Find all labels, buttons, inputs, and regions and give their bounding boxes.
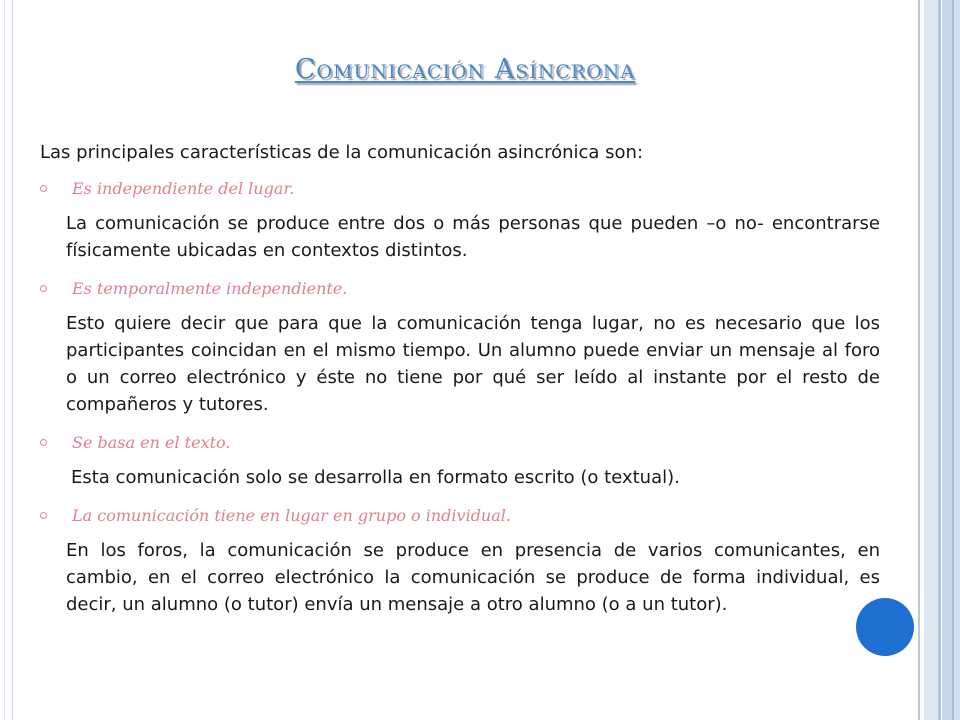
bullet-item: [40, 430, 880, 456]
bullet-item: [40, 276, 880, 302]
bullet-heading: Se basa en el texto.: [72, 433, 231, 452]
bullet-circle-icon: [40, 512, 47, 519]
bullet-item: [40, 176, 880, 202]
stripe: [942, 0, 952, 720]
bullet-heading: La comunicación tiene en lugar en grupo o individual.: [72, 506, 511, 525]
stripe: [938, 0, 941, 720]
left-border-decoration: [0, 0, 13, 720]
stripe: [918, 0, 920, 720]
bullet-body: Esto quiere decir que para que la comunicación tenga lugar, no es necesario que los participantes coincidan en el mismo tiempo. Un alumno puede enviar un mensaje al foro o un correo electrónico y éste no tiene por qué ser leído al instante por el resto de compañeros y tutores.: [66, 313, 880, 415]
slide-content: [40, 140, 880, 630]
stripe: [924, 0, 938, 720]
bullet-heading: Es temporalmente independiente.: [72, 279, 348, 298]
bullet-body: En los foros, la comunicación se produce en presencia de varios comunicantes, en cambio, en el correo electrónico la comunicación se produce de forma individual, es decir, un alumno (o tutor) envía un mensaje a otro alumno (o a un tutor).: [66, 540, 880, 615]
intro-text: Las principales características de la comunicación asincrónica son:: [40, 142, 644, 163]
right-stripe-decoration: [918, 0, 960, 720]
bullet-circle-icon: [40, 185, 47, 192]
bullet-circle-icon: [40, 439, 47, 446]
stripe: [954, 0, 960, 720]
slide-title: Comunicación Asíncrona: [294, 54, 636, 85]
bullet-circle-icon: [40, 285, 47, 292]
bullet-body: Esta comunicación solo se desarrolla en formato escrito (o textual).: [71, 467, 680, 488]
bullet-heading: Es independiente del lugar.: [72, 179, 295, 198]
bullet-body: La comunicación se produce entre dos o más personas que pueden –o no- encontrarse físicamente ubicadas en contextos distintos.: [66, 213, 880, 261]
bullet-item: [40, 503, 880, 529]
